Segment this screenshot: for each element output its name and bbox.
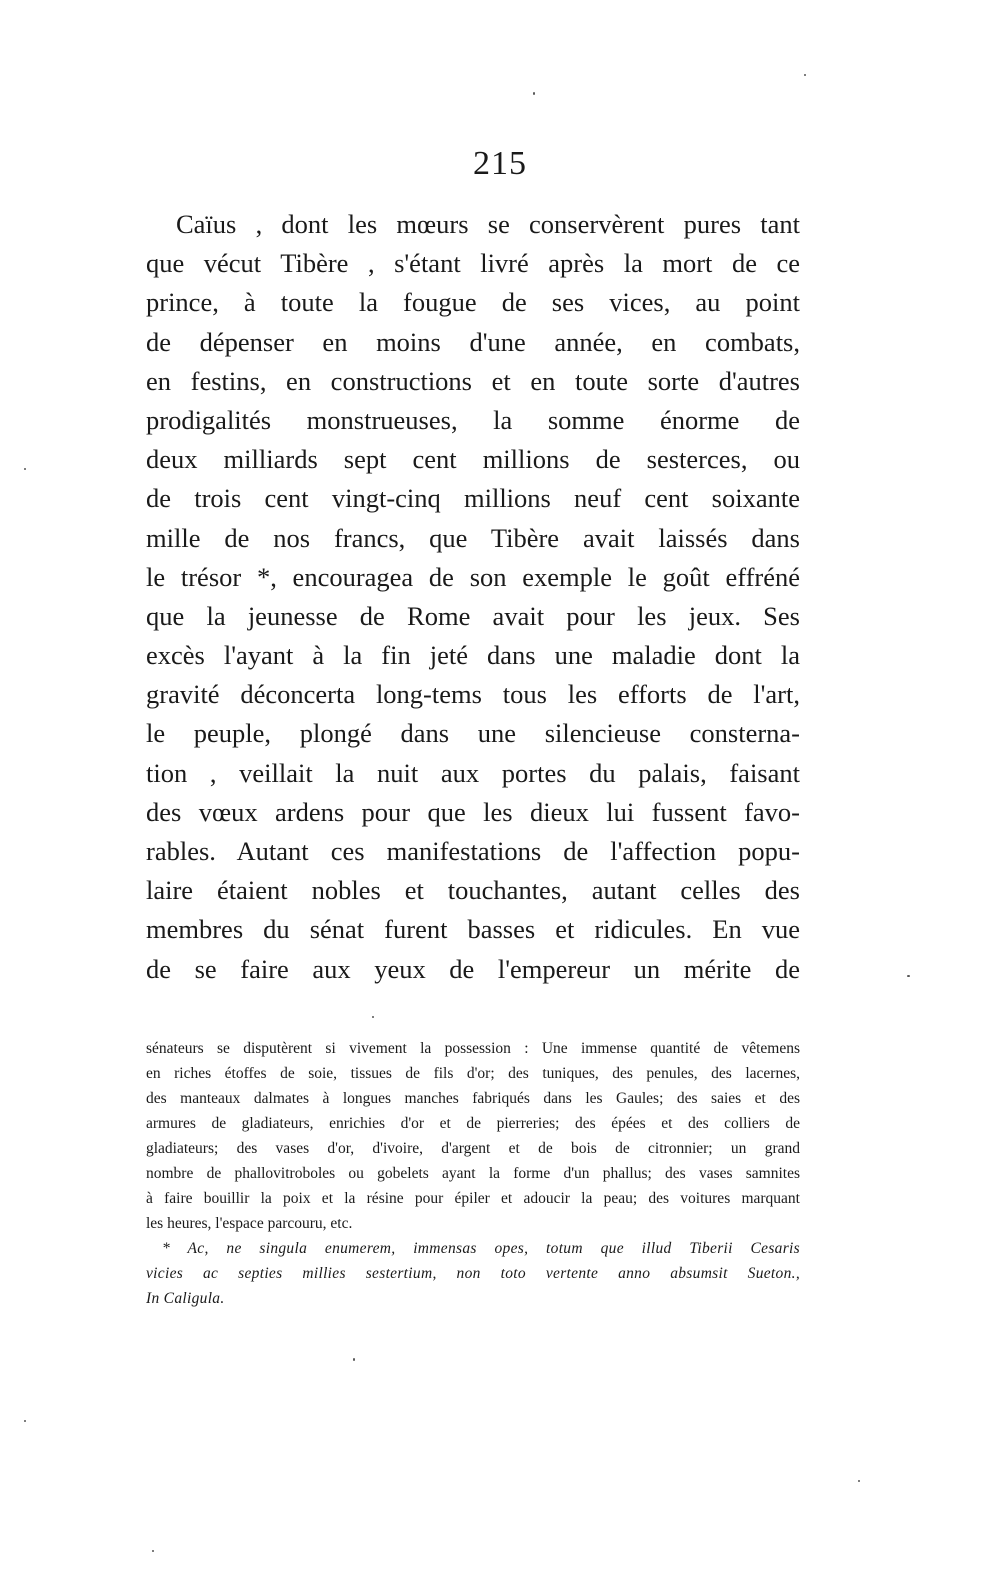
footnote-line: à faire bouillir la poix et la résine pour épiler et adoucir la peau; des voitures marquant xyxy=(146,1190,800,1207)
paper-speck xyxy=(907,975,910,977)
text-line: le peuple, plongé dans une silencieuse consterna- xyxy=(146,718,800,749)
footnote-note-line: * Ac, ne singula enumerem, immensas opes, totum que illud Tiberii Cesaris xyxy=(162,1240,800,1257)
paper-speck xyxy=(24,468,26,470)
footnote-line: des manteaux dalmates à longues manches fabriqués dans les Gaules; des saies et des xyxy=(146,1090,800,1107)
text-line: de trois cent vingt-cinq millions neuf cent soixante xyxy=(146,483,800,514)
text-line: en festins, en constructions et en toute sorte d'autres xyxy=(146,365,800,396)
footnote-line: les heures, l'espace parcouru, etc. xyxy=(146,1215,353,1232)
main-text xyxy=(146,205,800,989)
text-line: rables. Autant ces manifestations de l'affection popu- xyxy=(146,836,800,866)
footnote-note-line: vicies ac septies millies sestertium, non toto vertente anno absumsit Sueton., xyxy=(146,1265,800,1282)
text-line: excès l'ayant à la fin jeté dans une maladie dont la xyxy=(146,640,800,671)
text-line: Caïus , dont les mœurs se conservèrent pures tant xyxy=(176,209,800,239)
text-line: prince, à toute la fougue de ses vices, au point xyxy=(146,287,800,318)
paper-speck xyxy=(533,92,535,95)
paper-speck xyxy=(858,1480,860,1482)
footnote-line: armures de gladiateurs, enrichies d'or et de pierreries; des épées et des colliers de xyxy=(146,1115,800,1132)
text-line: mille de nos francs, que Tibère avait laissés dans xyxy=(146,522,800,553)
paper-speck xyxy=(353,1358,355,1361)
footnote-note-line: In Caligula. xyxy=(146,1290,225,1307)
footnotes xyxy=(146,1036,800,1311)
text-line: des vœux ardens pour que les dieux lui fussent favo- xyxy=(146,796,800,827)
text-line: deux milliards sept cent millions de sesterces, ou xyxy=(146,444,800,475)
text-line: de dépenser en moins d'une année, en combats, xyxy=(146,326,800,357)
text-line: que la jeunesse de Rome avait pour les jeux. Ses xyxy=(146,600,800,631)
text-line: gravité déconcerta long-tems tous les efforts de l'art, xyxy=(146,679,800,710)
text-line: de se faire aux yeux de l'empereur un mérite de xyxy=(146,953,800,984)
footnote-line: en riches étoffes de soie, tissues de fils d'or; des tuniques, des penules, des lacernes, xyxy=(146,1065,800,1082)
page-number: 215 xyxy=(473,145,527,182)
paper-speck xyxy=(372,1016,374,1018)
text-line: que vécut Tibère , s'étant livré après la mort de ce xyxy=(146,248,800,279)
paper-speck xyxy=(24,1420,26,1422)
footnote-line: sénateurs se disputèrent si vivement la possession : Une immense quantité de vêtemens xyxy=(146,1040,800,1057)
paper-speck xyxy=(152,1550,154,1552)
text-line: le trésor *, encouragea de son exemple le goût effréné xyxy=(146,561,800,592)
text-line: membres du sénat furent basses et ridicules. En vue xyxy=(146,914,800,945)
footnote-line: nombre de phallovitroboles ou gobelets ayant la forme d'un phallus; des vases samnites xyxy=(146,1165,800,1182)
paper-speck xyxy=(804,74,806,76)
footnote-line: gladiateurs; des vases d'or, d'ivoire, d'argent et de bois de citronnier; un grand xyxy=(146,1140,800,1157)
text-line: tion , veillait la nuit aux portes du palais, faisant xyxy=(146,757,800,788)
text-line: laire étaient nobles et touchantes, autant celles des xyxy=(146,875,800,906)
text-line: prodigalités monstrueuses, la somme énorme de xyxy=(146,404,800,435)
